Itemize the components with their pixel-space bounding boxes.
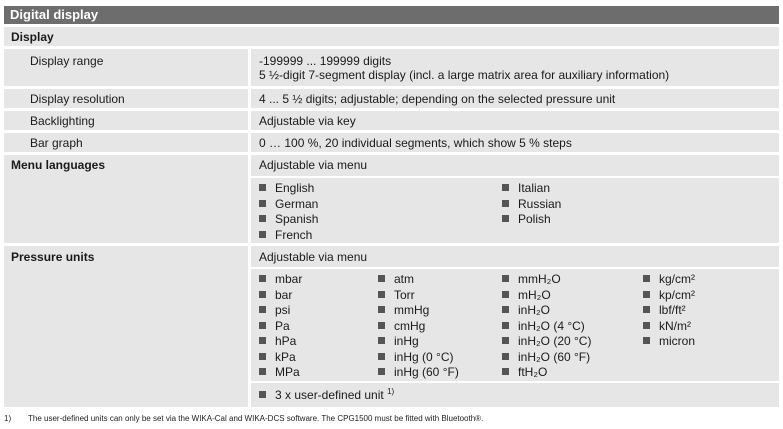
display-resolution-cell	[248, 89, 779, 108]
bullet-square-icon	[502, 275, 509, 282]
bullet-square-icon	[502, 200, 509, 207]
pressure-unit-item	[378, 272, 414, 286]
pressure-unit-item	[259, 365, 300, 379]
pressure-unit-item	[502, 319, 585, 333]
footnote-number: 1)	[4, 414, 12, 423]
pressure-unit-item	[502, 303, 550, 317]
pressure-unit-text: kg/cm²	[659, 272, 695, 286]
backlighting-label: Backlighting	[30, 114, 95, 128]
pressure-unit-text: hPa	[275, 334, 297, 348]
language-text: Italian	[518, 181, 551, 195]
backlighting-value: Adjustable via key	[259, 114, 356, 128]
bullet-square-icon	[259, 353, 266, 360]
pressure-unit-item	[378, 303, 429, 317]
pressure-unit-text: inH₂O (60 °F)	[518, 349, 591, 364]
pressure-unit-item	[259, 334, 296, 348]
bullet-square-icon	[502, 368, 509, 375]
bullet-square-icon	[259, 337, 266, 344]
pressure-unit-item	[502, 288, 551, 302]
pressure-units-cell	[248, 246, 779, 407]
pressure-unit-text: Torr	[394, 287, 415, 302]
pressure-unit-text: inH₂O	[518, 303, 550, 317]
pressure-unit-text: bar	[275, 287, 293, 302]
pressure-units-row	[4, 246, 779, 407]
language-item	[259, 228, 312, 242]
bullet-square-icon	[643, 306, 650, 313]
menu-languages-value: Adjustable via menu	[259, 158, 368, 172]
user-defined-unit-text: 3 x user-defined unit	[275, 388, 384, 402]
language-item	[502, 181, 550, 195]
display-range-label: Display range	[30, 54, 104, 68]
bullet-square-icon	[259, 322, 266, 329]
pressure-unit-text: mbar	[275, 272, 303, 286]
pressure-unit-item	[643, 319, 691, 333]
menu-languages-cell	[248, 155, 779, 243]
display-resolution-value: 4 ... 5 ½ digits; adjustable; depending on the selected pressure unit	[259, 92, 616, 106]
bullet-square-icon	[502, 353, 509, 360]
menu-languages-row	[4, 155, 779, 243]
pressure-unit-text: ftH₂O	[518, 365, 548, 379]
pressure-unit-text: atm	[394, 272, 415, 286]
bar-graph-label: Bar graph	[30, 136, 83, 150]
language-text: Russian	[518, 196, 562, 211]
language-text: French	[275, 227, 313, 242]
bullet-square-icon	[502, 291, 509, 298]
pressure-unit-item	[259, 288, 292, 302]
bullet-square-icon	[378, 322, 385, 329]
footnote-text: The user-defined units can only be set via the WIKA-Cal and WIKA-DCS software. The CPG1500 must be fitted with Bluetooth®.	[28, 414, 484, 423]
pressure-unit-item	[259, 272, 302, 286]
language-text: English	[275, 181, 315, 195]
backlighting-cell	[248, 111, 779, 130]
language-item	[259, 197, 318, 211]
bullet-square-icon	[502, 184, 509, 191]
pressure-unit-text: lbf/ft²	[659, 303, 686, 317]
pressure-unit-item	[643, 303, 686, 317]
bullet-square-icon	[643, 275, 650, 282]
pressure-unit-text: inHg	[394, 334, 419, 348]
pressure-unit-text: kN/m²	[659, 318, 691, 333]
pressure-unit-item	[502, 272, 561, 286]
pressure-unit-item	[502, 334, 591, 348]
pressure-unit-text: inH₂O (20 °C)	[518, 334, 592, 348]
pressure-units-value: Adjustable via menu	[259, 250, 368, 264]
display-resolution-row	[4, 89, 779, 108]
language-text: German	[275, 196, 319, 211]
pressure-unit-item	[502, 365, 547, 379]
pressure-units-label: Pressure units	[11, 250, 95, 264]
bar-graph-value: 0 … 100 %, 20 individual segments, which show 5 % steps	[259, 136, 572, 150]
bullet-square-icon	[259, 200, 266, 207]
display-section-row	[4, 27, 779, 46]
pressure-unit-item	[378, 350, 453, 364]
language-item	[259, 212, 318, 226]
table-title: Digital display	[4, 6, 779, 24]
pressure-unit-text: Pa	[275, 318, 290, 333]
pressure-unit-text: psi	[275, 303, 291, 317]
pressure-unit-text: kPa	[275, 349, 296, 364]
bullet-square-icon	[502, 306, 509, 313]
bullet-square-icon	[259, 215, 266, 222]
display-range-line-2: 5 ½-digit 7-segment display (incl. a large matrix area for auxiliary information)	[259, 68, 670, 82]
bullet-square-icon	[378, 368, 385, 375]
bar-graph-row	[4, 133, 779, 152]
pressure-unit-item	[378, 288, 415, 302]
backlighting-row	[4, 111, 779, 130]
pressure-unit-item	[259, 319, 290, 333]
pressure-unit-text: inH₂O (4 °C)	[518, 318, 585, 333]
language-text: Polish	[518, 212, 551, 226]
pressure-unit-item	[259, 303, 290, 317]
bar-graph-cell	[248, 133, 779, 152]
bullet-square-icon	[502, 337, 509, 344]
pressure-unit-text: kp/cm²	[659, 287, 695, 302]
bullet-square-icon	[259, 275, 266, 282]
user-defined-unit-item	[259, 387, 394, 402]
language-item	[259, 181, 314, 195]
pressure-unit-text: mmH₂O	[518, 272, 561, 286]
display-resolution-label: Display resolution	[30, 92, 125, 106]
bullet-square-icon	[378, 337, 385, 344]
pressure-unit-item	[502, 350, 590, 364]
bullet-square-icon	[259, 231, 266, 238]
bullet-square-icon	[378, 353, 385, 360]
display-range-line-1: -199999 ... 199999 digits	[259, 54, 392, 68]
pressure-unit-item	[643, 288, 695, 302]
pressure-unit-text: mH₂O	[518, 287, 551, 302]
bullet-square-icon	[259, 391, 266, 398]
bullet-square-icon	[259, 306, 266, 313]
language-item	[502, 197, 561, 211]
pressure-unit-item	[378, 319, 425, 333]
pressure-unit-item	[378, 365, 459, 379]
pressure-unit-item	[643, 334, 695, 348]
bullet-square-icon	[643, 291, 650, 298]
footnote	[4, 414, 483, 423]
bullet-square-icon	[378, 306, 385, 313]
pressure-unit-text: micron	[659, 334, 696, 348]
bullet-square-icon	[378, 291, 385, 298]
display-section-label: Display	[11, 30, 54, 44]
bullet-square-icon	[502, 322, 509, 329]
pressure-unit-text: inHg (60 °F)	[394, 365, 459, 379]
language-item	[502, 212, 551, 226]
display-range-value	[248, 49, 779, 86]
language-text: Spanish	[275, 212, 319, 226]
bullet-square-icon	[259, 184, 266, 191]
menu-languages-label: Menu languages	[11, 158, 106, 172]
display-range-row	[4, 49, 779, 86]
pressure-unit-text: MPa	[275, 365, 300, 379]
pressure-unit-text: cmHg	[394, 318, 426, 333]
bullet-square-icon	[259, 291, 266, 298]
bullet-square-icon	[502, 215, 509, 222]
bullet-square-icon	[643, 337, 650, 344]
pressure-unit-item	[378, 334, 419, 348]
bullet-square-icon	[259, 368, 266, 375]
bullet-square-icon	[378, 275, 385, 282]
pressure-unit-item	[259, 350, 296, 364]
pressure-unit-text: mmHg	[394, 303, 430, 317]
bullet-square-icon	[643, 322, 650, 329]
pressure-unit-item	[643, 272, 695, 286]
user-defined-note-marker: 1)	[387, 387, 395, 396]
pressure-unit-text: inHg (0 °C)	[394, 349, 454, 364]
